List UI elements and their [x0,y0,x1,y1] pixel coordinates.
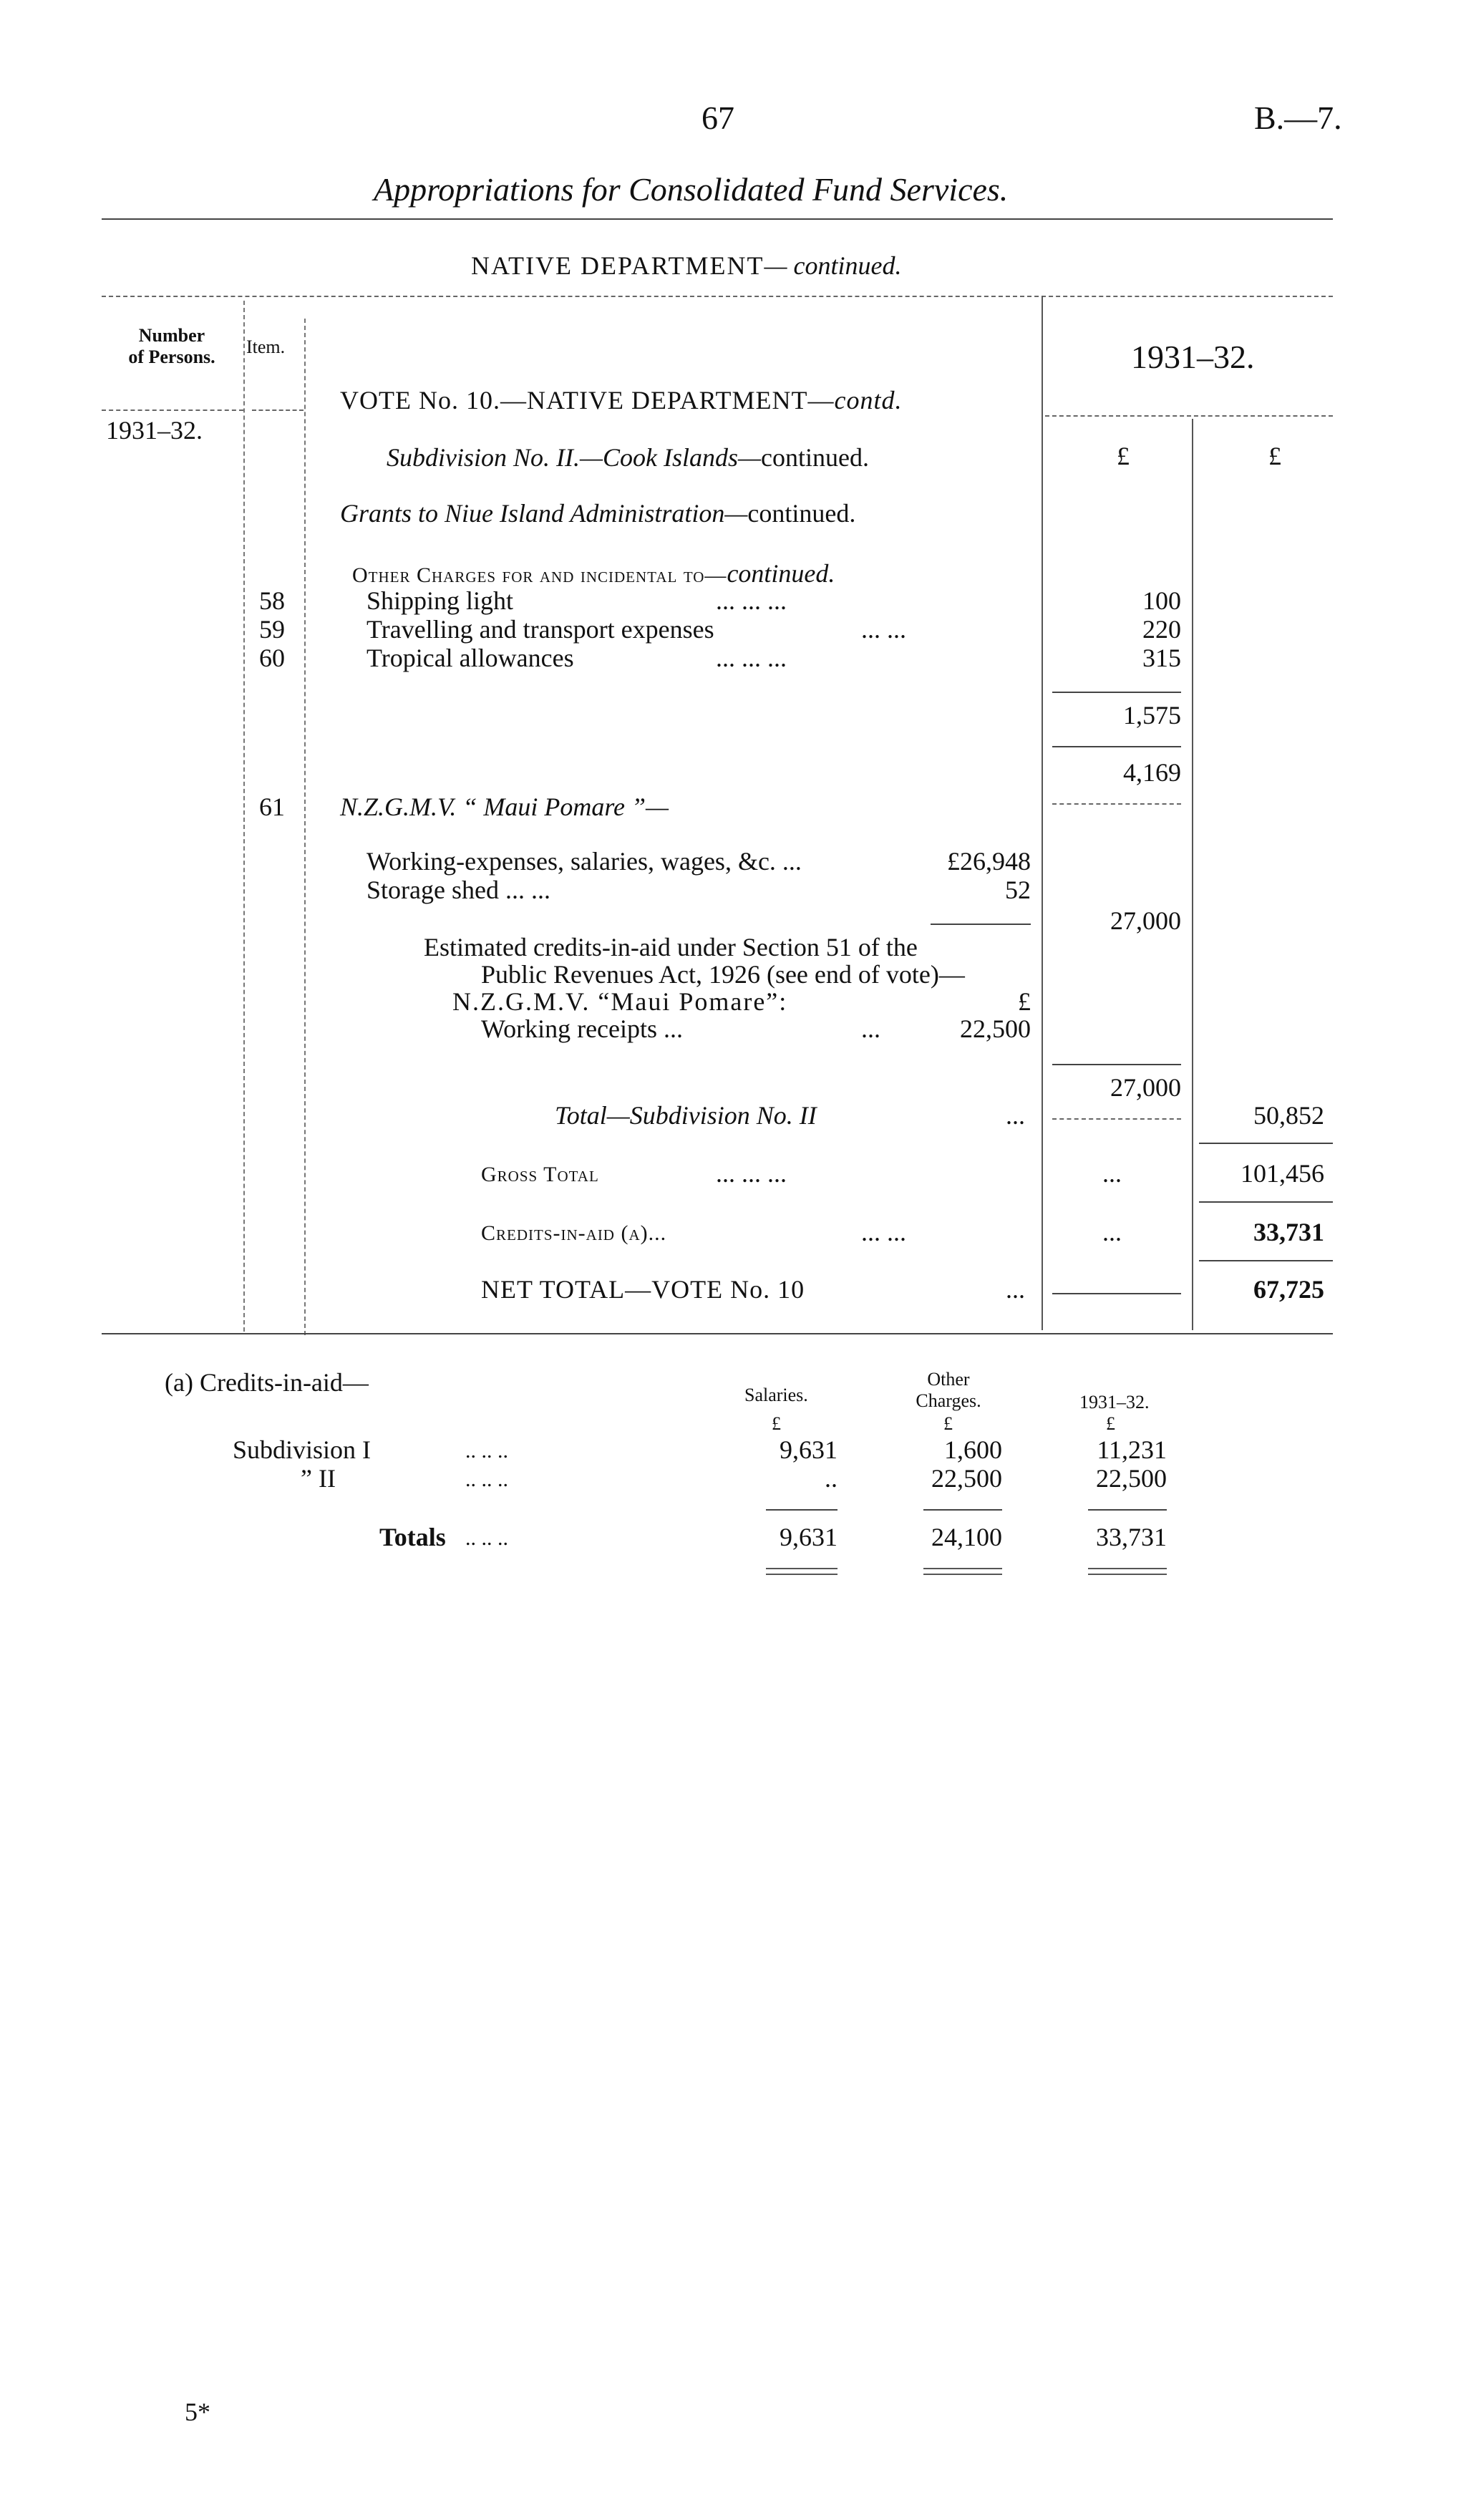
item-number: 58 [259,586,285,615]
department-heading: NATIVE DEPARTMENT— continued. [471,251,902,280]
col-divider-persons [243,301,245,1332]
item-number: 60 [259,644,285,672]
credits-note-line: N.Z.G.M.V. “Maui Pomare”: [452,987,788,1016]
vessel-sum-rule [931,924,1031,925]
item-header-rule [252,410,304,411]
total-subdivision-value: 50,852 [1253,1101,1324,1130]
vessel-heading: N.Z.G.M.V. “ Maui Pomare ”— [340,793,669,821]
item-amount: 220 [1142,615,1181,644]
vessel-amount: 27,000 [1110,906,1181,935]
header-number-of-persons: Number of Persons. [128,325,215,367]
footnote-sum-rule [766,1509,838,1511]
total-subdivision-label: Total—Subdivision No. II [555,1101,817,1130]
credits-note-line: Working receipts ... [481,1014,684,1043]
footnote-row-label: Subdivision I [233,1435,372,1464]
net-total-label: NET TOTAL—VOTE No. 10 [481,1275,805,1304]
subdivision-heading: Subdivision No. II.—Cook Islands—continued. [387,443,869,472]
col-divider-item [304,319,306,1335]
net-total-dots: ... [1006,1275,1025,1304]
footnote-currency: £ [943,1413,953,1434]
credits-in-aid-label: Credits-in-aid (a)... [481,1221,667,1245]
footnote-double-rule [1088,1568,1167,1575]
footnote-totals-dots: .. .. .. [465,1526,508,1550]
credits-note-line: Public Revenues Act, 1926 (see end of vote)— [481,960,965,989]
credits-note-dots: ... [861,1014,880,1043]
footnote-row-dots: .. .. .. [465,1439,508,1463]
credits-note-value: 22,500 [960,1014,1031,1043]
grants-heading: Grants to Niue Island Administration—continued. [340,499,856,528]
item-number: 59 [259,615,285,644]
vessel-total-rule [1052,1064,1181,1065]
subtotal-rule [1052,692,1181,693]
col-divider-amount [1042,296,1043,1330]
footnote-double-rule [766,1568,838,1575]
footnote-row-year: 11,231 [1097,1435,1167,1464]
vessel-line-value: 52 [1005,876,1031,904]
header-year: 1931–32. [1131,339,1255,375]
footnote-row-other: 22,500 [931,1464,1002,1493]
footnote-totals-other: 24,100 [931,1523,1002,1551]
credits-in-aid-value: 33,731 [1253,1218,1324,1246]
net-total-value: 67,725 [1253,1275,1324,1304]
footnote-totals-year: 33,731 [1096,1523,1167,1551]
vessel-line-label: Working-expenses, salaries, wages, &c. ... [366,847,802,876]
total-rule [1199,1260,1333,1261]
col-divider-total [1192,419,1193,1330]
footnote-sum-rule [1088,1509,1167,1511]
persons-year: 1931–32. [106,416,203,445]
footnote-row-year: 22,500 [1096,1464,1167,1493]
total-rule [1199,1201,1333,1203]
currency-col2: £ [1268,442,1281,470]
page-number: 67 [701,100,734,136]
item-number: 61 [259,793,285,821]
footnote-row-dots: .. .. .. [465,1468,508,1491]
footnote-title: (a) Credits-in-aid— [165,1368,369,1397]
item-label: Shipping light [366,586,514,615]
credits-note-currency: £ [1018,987,1031,1016]
vote-title: VOTE No. 10.—NATIVE DEPARTMENT—contd. [340,386,903,415]
gross-total-col1: ... [1102,1159,1122,1188]
footnote-double-rule [923,1568,1002,1575]
page-reference: B.—7. [1254,100,1342,136]
net-total-dash [1052,1293,1181,1294]
footnote-head-salaries: Salaries. [744,1385,808,1405]
item-dots: ... ... ... [716,586,787,615]
item-dots: ... ... ... [716,644,787,672]
footnote-totals-salaries: 9,631 [780,1523,838,1551]
footnote-row-salaries: .. [825,1464,838,1493]
item-label: Tropical allowances [366,644,574,672]
item-amount: 315 [1142,644,1181,672]
vessel-line-value: £26,948 [947,847,1031,876]
year-header-rule [1045,415,1333,417]
other-charges-heading: Other Charges for and incidental to—continued. [352,559,835,588]
credits-note-line: Estimated credits-in-aid under Section 51 of the [424,933,918,961]
page-footer-mark: 5* [185,2398,210,2426]
vessel-line-label: Storage shed ... ... [366,876,550,904]
vessel-total: 27,000 [1110,1073,1181,1102]
gross-total-value: 101,456 [1241,1159,1324,1188]
footnote-sum-rule [923,1509,1002,1511]
footnote-head-other: Other Charges. [916,1369,981,1411]
total-subdivision-dots: ... [1006,1101,1025,1130]
persons-header-rule [102,410,243,411]
subtotal-rule [1052,746,1181,747]
footnote-currency: £ [772,1413,781,1434]
footnote-row-label: ” II [301,1464,336,1493]
header-item: Item. [246,336,286,357]
table-bottom-rule [102,1333,1333,1334]
footnote-totals-label: Totals [379,1523,446,1551]
footnote-row-salaries: 9,631 [780,1435,838,1464]
gross-total-dots: ... ... ... [716,1159,787,1188]
total-rule [1199,1143,1333,1144]
footnote-row-other: 1,600 [944,1435,1002,1464]
item-amount: 100 [1142,586,1181,615]
credits-in-aid-col1: ... [1102,1218,1122,1246]
page-title: Appropriations for Consolidated Fund Services. [374,171,1009,208]
currency-col1: £ [1117,442,1130,470]
footnote-head-year: 1931–32. [1079,1392,1150,1412]
subtotal-rule [1052,803,1181,805]
vessel-total-rule [1052,1118,1181,1120]
subtotal-niue: 1,575 [1123,701,1181,730]
header-rule [102,296,1333,297]
title-rule [102,218,1333,220]
item-dots: ... ... [861,615,906,644]
footnote-currency: £ [1106,1413,1115,1434]
subtotal-cook: 4,169 [1123,758,1181,787]
item-label: Travelling and transport expenses [366,615,714,644]
gross-total-label: Gross Total [481,1163,599,1186]
credits-in-aid-dots: ... ... [861,1218,906,1246]
